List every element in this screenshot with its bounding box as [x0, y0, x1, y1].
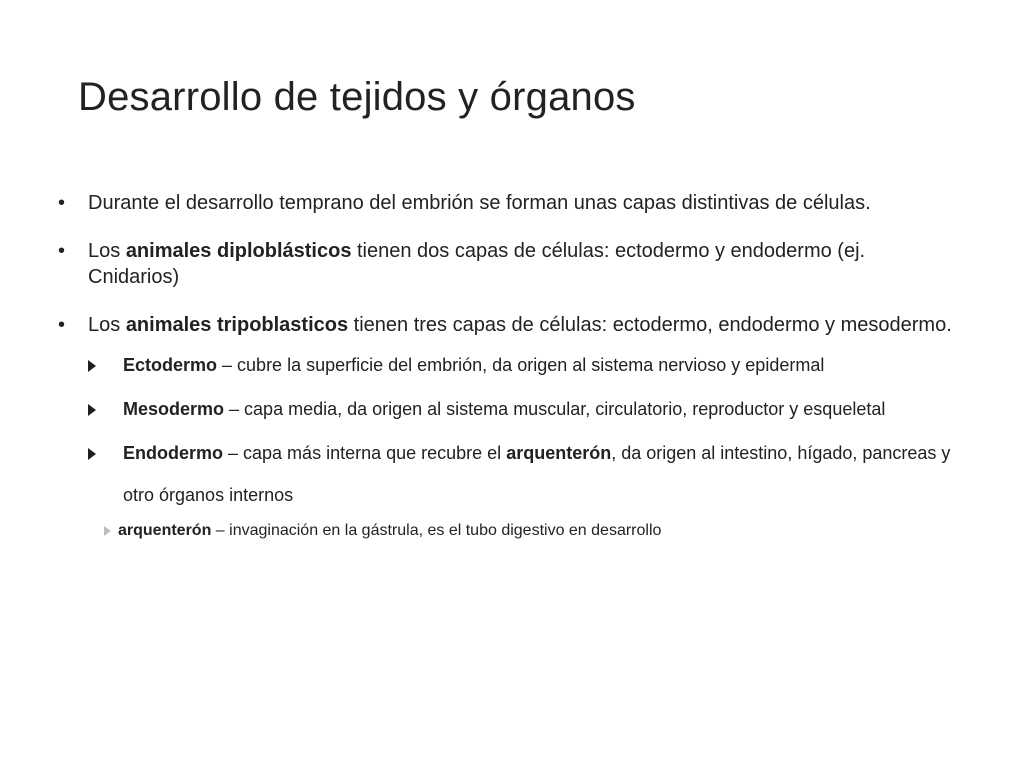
bullet-suffix: tienen tres capas de células: ectodermo, endodermo y mesodermo.: [348, 314, 952, 336]
slide-content: [58, 190, 958, 544]
bullet-bold-term: animales tripoblasticos: [125, 314, 349, 336]
sub-bullet-item: [88, 344, 958, 386]
bullet-item: [58, 238, 958, 290]
bullet-suffix: tienen dos capas de células: ectodermo y endodermo (ej. Cnidarios): [88, 240, 866, 288]
sub-bullet-list: [58, 344, 958, 516]
sub-bullet-text-before: – capa más interna que recubre el: [223, 443, 507, 463]
sub-bullet-item: [88, 432, 958, 516]
sub-bullet-text-after: , da origen al intestino, hígado, pancreas y otro órganos internos: [123, 443, 951, 505]
arrow-right-icon: [88, 448, 96, 460]
bullet-prefix: Los: [88, 314, 126, 336]
sub-bullet-text: – cubre la superficie del embrión, da origen al sistema nervioso y epidermal: [217, 355, 825, 375]
bullet-item: [58, 190, 958, 216]
arrow-right-icon: [88, 404, 96, 416]
arrow-right-icon: [88, 360, 96, 372]
sub-bullet-item: [88, 388, 958, 430]
sub-sub-bullet-text: – invaginación en la gástrula, es el tubo digestivo en desarrollo: [211, 522, 662, 539]
bullet-text: Durante el desarrollo temprano del embrión se forman unas capas distintivas de células.: [88, 192, 871, 214]
bullet-dot-icon: •: [58, 314, 66, 336]
sub-sub-bullet-term: arquenterón: [118, 522, 212, 539]
sub-bullet-text: – capa media, da origen al sistema muscular, circulatorio, reproductor y esqueletal: [224, 399, 886, 419]
sub-bullet-inline-term: arquenterón: [506, 443, 612, 463]
sub-bullet-term: Mesodermo: [123, 399, 225, 419]
slide-title: Desarrollo de tejidos y órganos: [78, 75, 636, 119]
sub-bullet-term: Ectodermo: [123, 355, 218, 375]
bullet-dot-icon: •: [58, 240, 66, 262]
arrow-right-outline-icon: [104, 526, 111, 536]
sub-sub-bullet-item: [58, 518, 958, 544]
bullet-bold-term: animales diploblásticos: [125, 240, 352, 262]
sub-bullet-term: Endodermo: [123, 443, 224, 463]
bullet-dot-icon: •: [58, 192, 66, 214]
bullet-item: [58, 312, 958, 338]
bullet-prefix: Los: [88, 240, 126, 262]
